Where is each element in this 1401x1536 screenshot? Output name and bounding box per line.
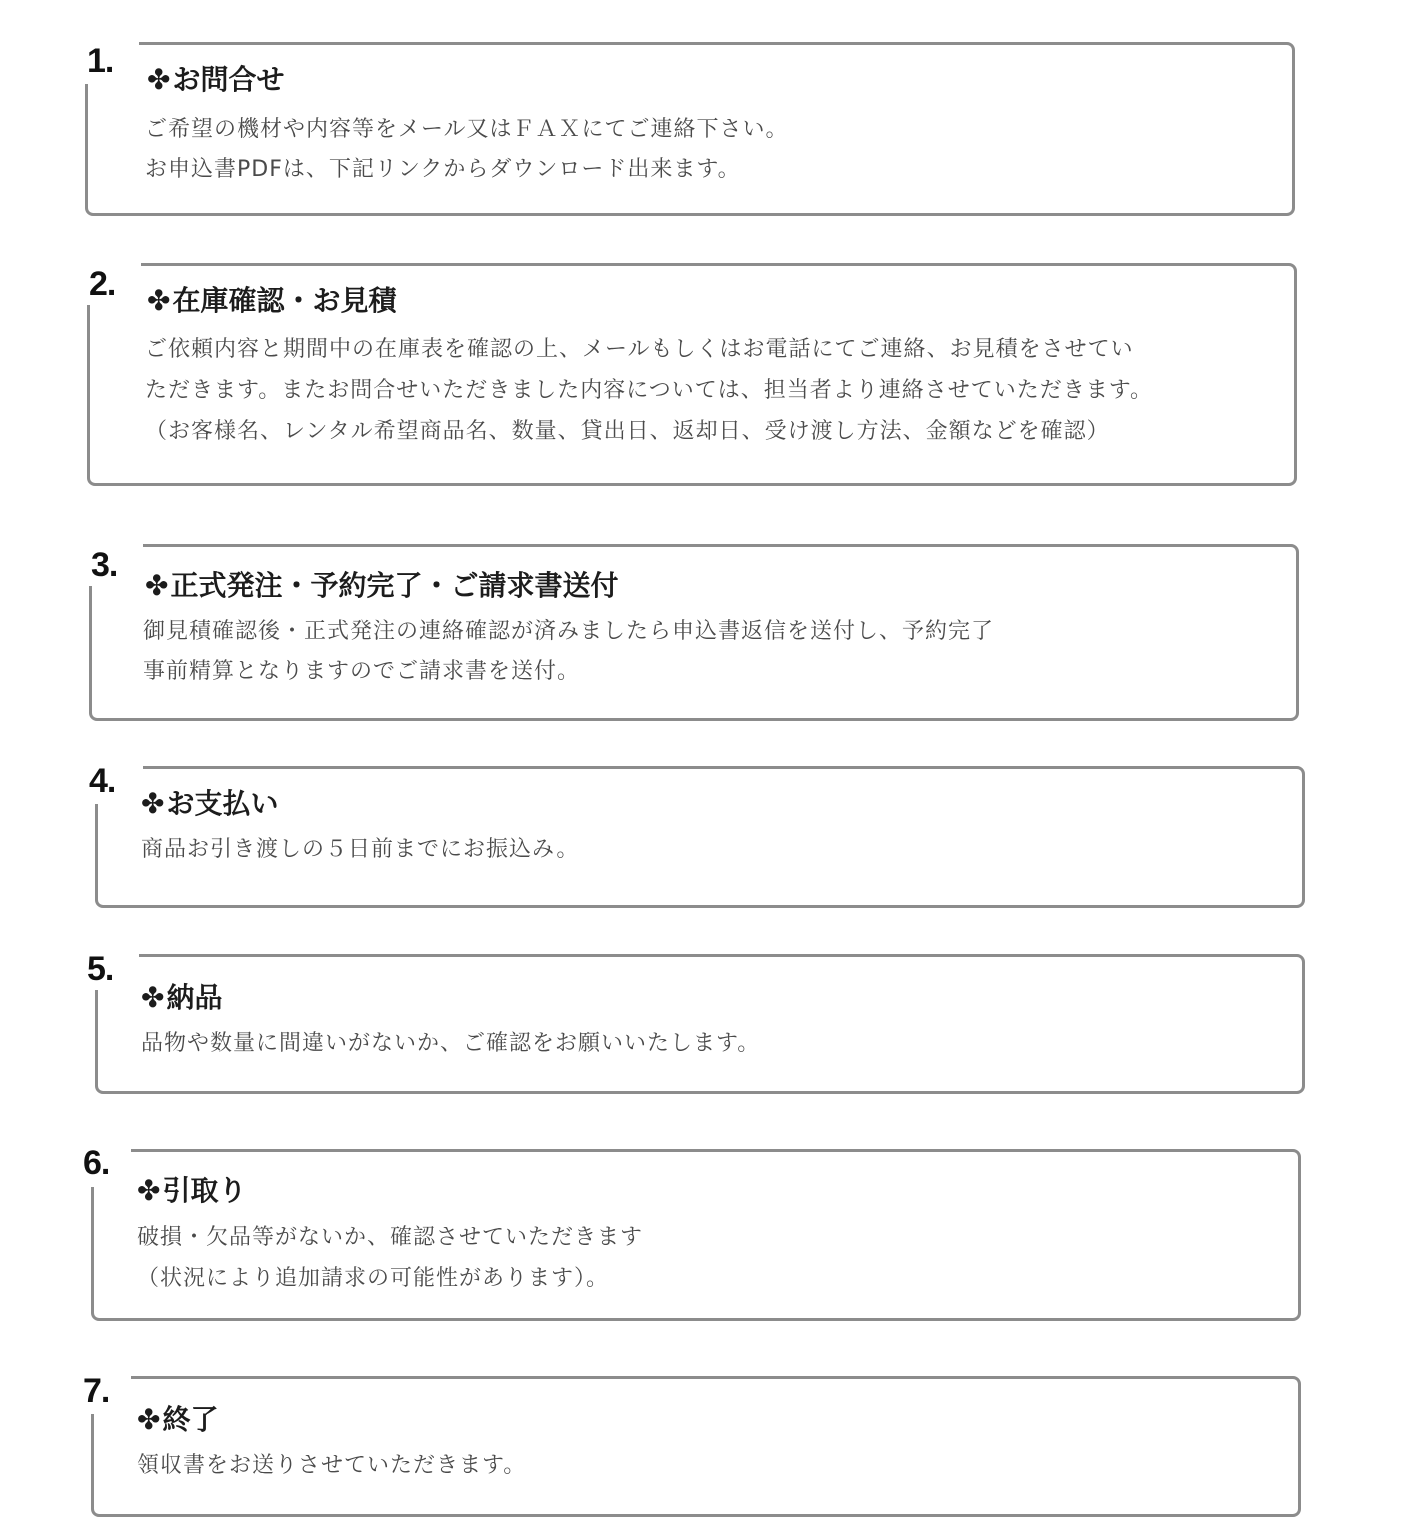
step-description: 商品お引き渡しの５日前までにお振込み。	[141, 837, 580, 862]
step-title: ✤終了	[137, 1403, 219, 1436]
club-icon: ✤	[141, 981, 165, 1014]
club-icon: ✤	[147, 284, 171, 317]
step-description: ご依頼内容と期間中の在庫表を確認の上、メールもしくはお電話にてご連絡、お見積をさせてい ただきます。またお問合せいただきました内容については、担当者より連絡させていただきます。 （お客様名、レンタル希望商品名、数量、貸出日、返却日、受け渡し方法、金額などを確認）	[145, 337, 1154, 444]
step-number: 7.	[83, 1372, 110, 1410]
step-card-5	[87, 950, 1305, 1094]
step-title: ✤お支払い	[141, 787, 279, 820]
club-icon: ✤	[137, 1403, 161, 1436]
step-card-2	[87, 263, 1297, 486]
step-number: 1.	[87, 42, 114, 80]
step-title: ✤納品	[141, 981, 223, 1014]
step-title: ✤お問合せ	[147, 63, 285, 96]
club-icon: ✤	[145, 569, 169, 602]
step-title: ✤在庫確認・お見積	[147, 284, 397, 317]
step-number: 2.	[89, 265, 116, 303]
step-title: ✤正式発注・予約完了・ご請求書送付	[145, 569, 619, 602]
step-description: 領収書をお送りさせていただきます。	[137, 1453, 527, 1478]
step-card-3	[89, 544, 1299, 721]
step-description: ご希望の機材や内容等をメール又はＦＡＸにてご連絡下さい。 お申込書PDFは、下記リンクからダウンロード出来ます。	[145, 117, 789, 182]
step-number: 6.	[83, 1144, 110, 1182]
step-card-6	[83, 1144, 1301, 1321]
step-title: ✤引取り	[137, 1174, 247, 1207]
step-card-4	[89, 762, 1305, 908]
step-description: 品物や数量に間違いがないか、ご確認をお願いいたします。	[141, 1031, 761, 1056]
club-icon: ✤	[141, 787, 165, 820]
step-description: 御見積確認後・正式発注の連絡確認が済みましたら申込書返信を送付し、予約完了 事前精算となりますのでご請求書を送付。	[143, 619, 995, 684]
step-description: 破損・欠品等がないか、確認させていただきます （状況により追加請求の可能性があります）。	[137, 1225, 644, 1291]
club-icon: ✤	[147, 63, 171, 96]
step-card-1	[85, 42, 1295, 216]
step-number: 3.	[91, 546, 118, 584]
step-number: 4.	[89, 762, 116, 800]
step-number: 5.	[87, 950, 114, 988]
step-card-7	[83, 1372, 1301, 1517]
club-icon: ✤	[137, 1174, 161, 1207]
